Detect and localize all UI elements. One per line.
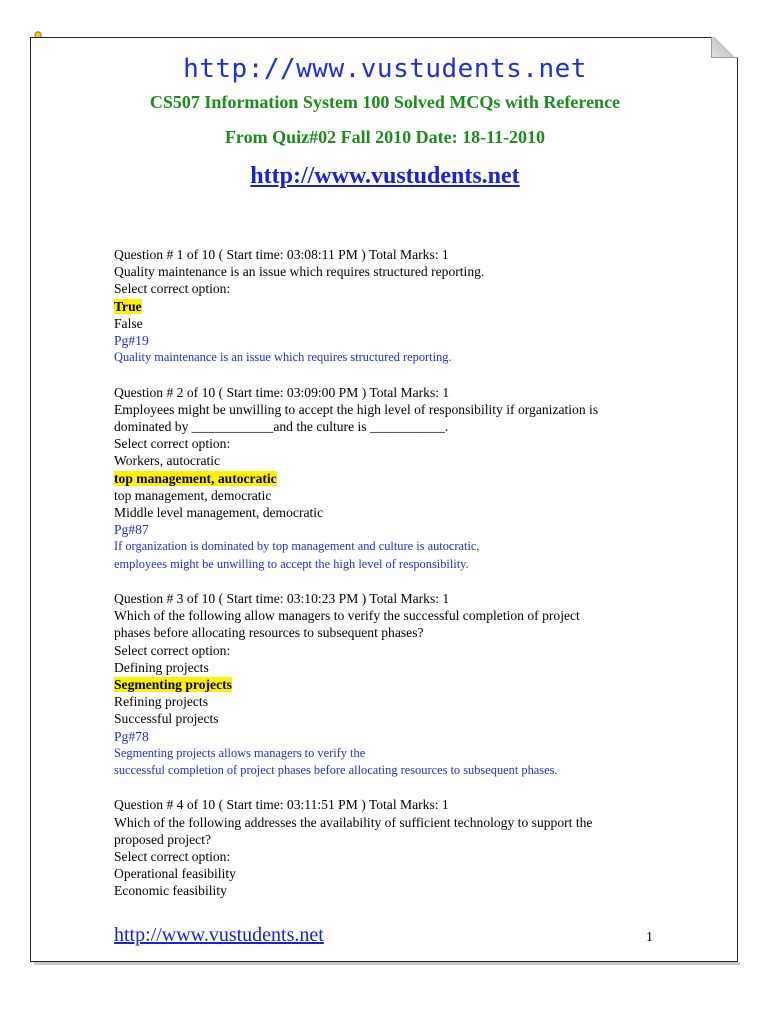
select-prompt: Select correct option: bbox=[114, 281, 231, 297]
question-text: proposed project? bbox=[114, 831, 212, 847]
question-block bbox=[114, 796, 674, 899]
answer-option bbox=[114, 710, 674, 727]
page-reference: Pg#19 bbox=[114, 333, 149, 349]
option-label: Workers, autocratic bbox=[114, 453, 221, 469]
option-label: Successful projects bbox=[114, 711, 219, 727]
question-text: Which of the following allow managers to verify the successful completion of project bbox=[114, 608, 580, 624]
questions-list bbox=[114, 246, 674, 917]
correct-option bbox=[114, 298, 674, 315]
question-header: Question # 4 of 10 ( Start time: 03:11:51 PM ) Total Marks: 1 bbox=[114, 797, 449, 813]
option-label: Segmenting projects bbox=[114, 677, 232, 693]
explanation-text: If organization is dominated by top management and culture is autocratic, bbox=[114, 539, 480, 554]
question-block bbox=[114, 590, 674, 779]
option-label: top management, autocratic bbox=[114, 470, 277, 486]
option-label: True bbox=[114, 298, 142, 314]
answer-option bbox=[114, 659, 674, 676]
question-text: phases before allocating resources to subsequent phases? bbox=[114, 625, 424, 641]
question-block bbox=[114, 246, 674, 366]
option-label: False bbox=[114, 315, 143, 331]
explanation-text: Quality maintenance is an issue which requires structured reporting. bbox=[114, 350, 452, 365]
question-block bbox=[114, 384, 674, 573]
select-prompt: Select correct option: bbox=[114, 849, 231, 865]
answer-option bbox=[114, 487, 674, 504]
answer-option bbox=[114, 315, 674, 332]
page-shadow bbox=[34, 962, 740, 965]
page-reference: Pg#78 bbox=[114, 728, 149, 744]
correct-option bbox=[114, 470, 674, 487]
option-label: Middle level management, democratic bbox=[114, 505, 324, 521]
option-label: top management, democratic bbox=[114, 487, 272, 503]
option-label: Economic feasibility bbox=[114, 883, 227, 899]
document-page bbox=[30, 37, 738, 962]
document-title: CS507 Information System 100 Solved MCQs with Reference bbox=[149, 92, 621, 112]
option-label: Operational feasibility bbox=[114, 866, 236, 882]
explanation-text: employees might be unwilling to accept the high level of responsibility. bbox=[114, 556, 469, 571]
question-header: Question # 1 of 10 ( Start time: 03:08:11 PM ) Total Marks: 1 bbox=[114, 247, 449, 262]
main-link[interactable]: http://www.vustudents.net bbox=[250, 163, 520, 189]
question-text: Quality maintenance is an issue which requires structured reporting. bbox=[114, 264, 485, 280]
answer-option bbox=[114, 693, 674, 710]
question-text: dominated by ____________and the culture is ___________. bbox=[114, 419, 449, 435]
correct-option bbox=[114, 676, 674, 693]
select-prompt: Select correct option: bbox=[114, 642, 231, 658]
page-reference: Pg#87 bbox=[114, 522, 149, 538]
question-header: Question # 2 of 10 ( Start time: 03:09:00 PM ) Total Marks: 1 bbox=[114, 384, 450, 400]
option-label: Defining projects bbox=[114, 659, 209, 675]
question-text: Which of the following addresses the availability of sufficient technology to support the bbox=[114, 814, 593, 830]
select-prompt: Select correct option: bbox=[114, 436, 231, 452]
answer-option bbox=[114, 882, 674, 899]
answer-option bbox=[114, 865, 674, 882]
header-link[interactable]: http://www.vustudents.net bbox=[183, 54, 587, 84]
explanation-text: Segmenting projects allows managers to verify the bbox=[114, 745, 366, 760]
answer-option bbox=[114, 452, 674, 469]
option-label: Refining projects bbox=[114, 694, 209, 710]
answer-option bbox=[114, 504, 674, 521]
page-number: 1 bbox=[646, 930, 653, 945]
footer-link[interactable]: http://www.vustudents.net bbox=[114, 924, 324, 946]
document-subtitle: From Quiz#02 Fall 2010 Date: 18-11-2010 bbox=[224, 127, 546, 147]
question-header: Question # 3 of 10 ( Start time: 03:10:23 PM ) Total Marks: 1 bbox=[114, 591, 450, 607]
question-text: Employees might be unwilling to accept the high level of responsibility if organization is bbox=[114, 401, 599, 417]
explanation-text: successful completion of project phases before allocating resources to subsequent phases. bbox=[114, 763, 558, 778]
